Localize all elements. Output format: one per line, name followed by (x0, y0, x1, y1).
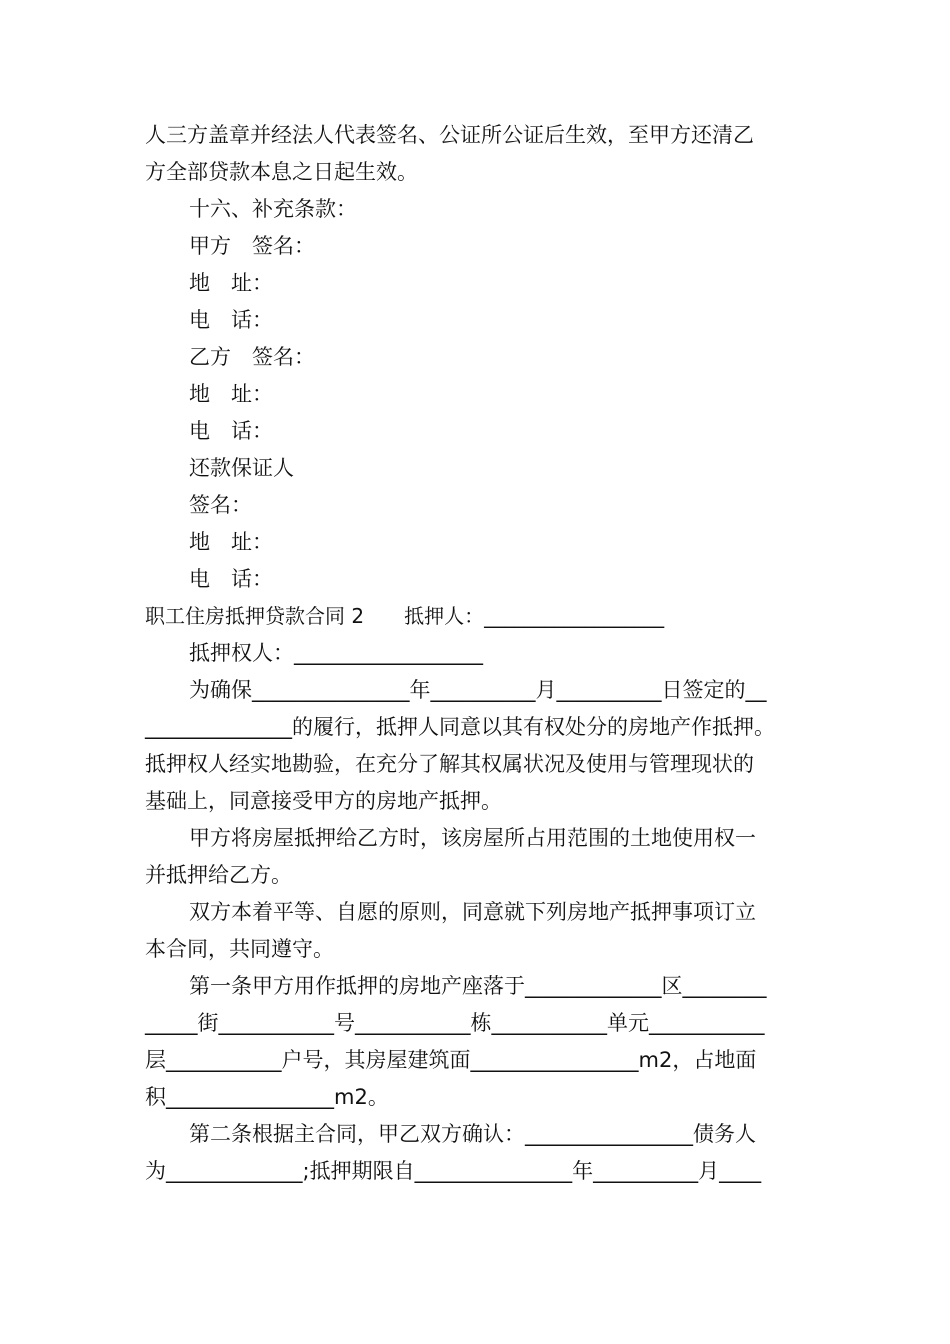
contract-title-line: 职工住房抵押贷款合同 2 抵押人：__________________ (145, 604, 665, 628)
document-page (145, 117, 813, 1190)
text-line-21: 并抵押给乙方。 (145, 863, 292, 887)
article-1-line-4: 积________________m2。 (145, 1085, 389, 1109)
text-line-1: 人三方盖章并经法人代表签名、公证所公证后生效，至甲方还清乙 (145, 123, 754, 147)
guarantor-signature-label: 签名： (189, 493, 252, 517)
party-a-address-label: 地 址： (189, 271, 273, 295)
text-line-16: 为确保_______________年__________月__________日签定的__ (189, 678, 767, 702)
text-line-19: 基础上，同意接受甲方的房地产抵押。 (145, 789, 502, 813)
text-line-2: 方全部贷款本息之日起生效。 (145, 160, 418, 184)
article-2-line-2: 为_____________;抵押期限自_______________年__________月____ (145, 1159, 762, 1183)
party-a-phone-label: 电 话： (189, 308, 273, 332)
text-line-22: 双方本着平等、自愿的原则，同意就下列房地产抵押事项订立 (189, 900, 756, 924)
mortgagee-line: 抵押权人：__________________ (189, 641, 483, 665)
article-1-line-2: _____街___________号___________栋___________单元___________ (145, 1011, 765, 1035)
article-2-line-1: 第二条根据主合同，甲乙双方确认：________________债务人 (189, 1122, 756, 1146)
text-line-23: 本合同，共同遵守。 (145, 937, 334, 961)
party-a-signature-label: 甲方 签名： (189, 234, 315, 258)
party-b-signature-label: 乙方 签名： (189, 345, 315, 369)
guarantor-phone-label: 电 话： (189, 567, 273, 591)
text-line-20: 甲方将房屋抵押给乙方时，该房屋所占用范围的土地使用权一 (189, 826, 756, 850)
text-line-17: ______________的履行，抵押人同意以其有权处分的房地产作抵押。 (145, 715, 775, 739)
text-line-18: 抵押权人经实地勘验，在充分了解其权属状况及使用与管理现状的 (145, 752, 754, 776)
guarantor-address-label: 地 址： (189, 530, 273, 554)
clause-16-heading: 十六、补充条款： (189, 197, 357, 221)
party-b-address-label: 地 址： (189, 382, 273, 406)
guarantor-label: 还款保证人 (189, 456, 294, 480)
article-1-line-3: 层___________户号，其房屋建筑面________________m2，占地面 (145, 1048, 757, 1072)
article-1-line-1: 第一条甲方用作抵押的房地产座落于_____________区________ (189, 974, 767, 998)
party-b-phone-label: 电 话： (189, 419, 273, 443)
